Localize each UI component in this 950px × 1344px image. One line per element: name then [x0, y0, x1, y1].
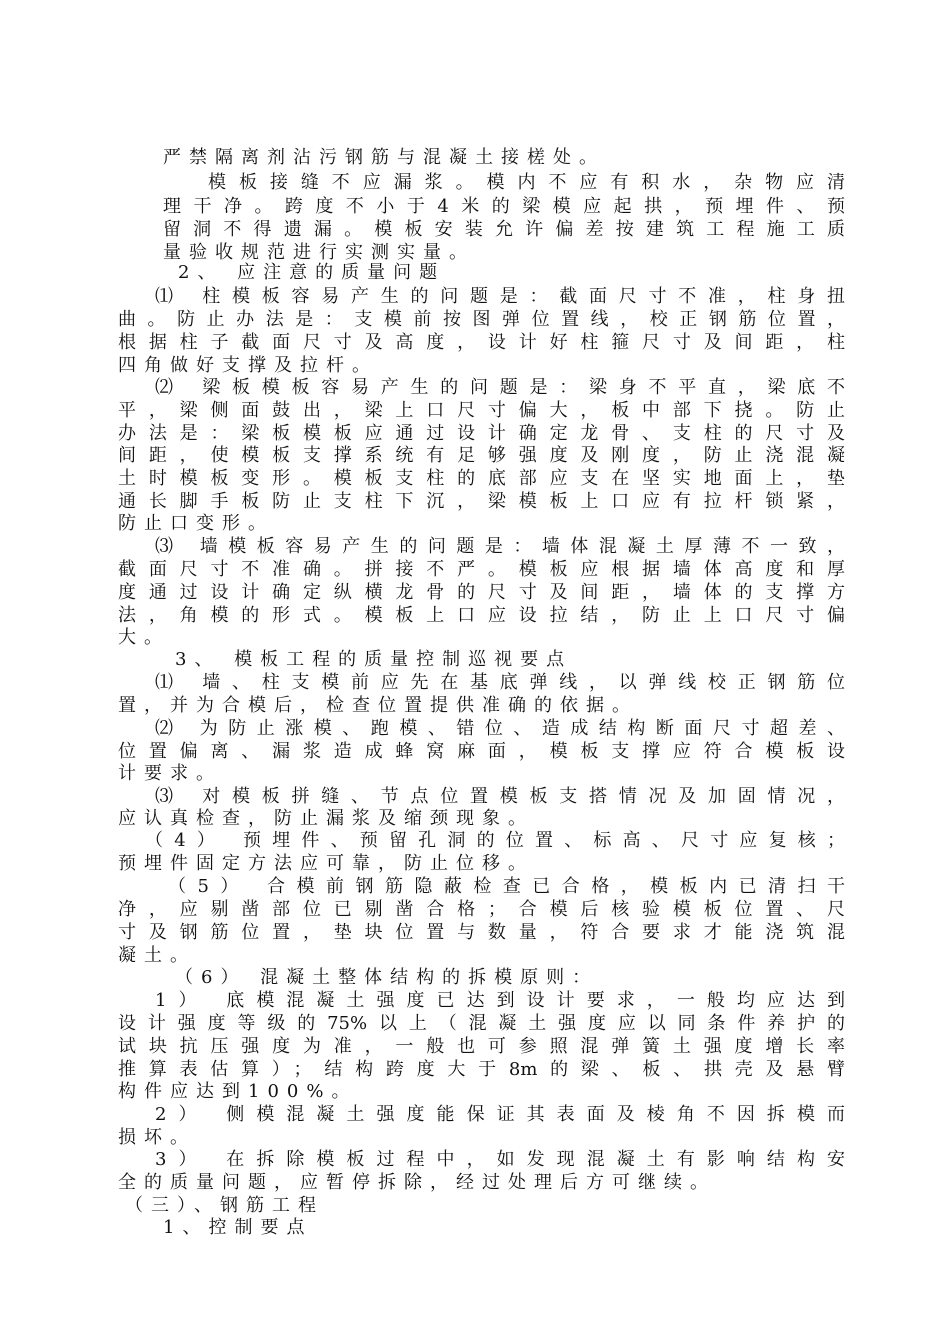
- text-line: 法，角模的形式。模板上口应设拉结，防止上口尺寸偏: [118, 605, 845, 626]
- text-line: 全的质量问题，应暂停拆除，经过处理后方可继续。: [118, 1172, 716, 1193]
- text-line: ⑴ 柱模板容易产生的问题是：截面尺寸不准，柱身扭: [155, 286, 845, 307]
- section-heading: 3、 模板工程的质量控制巡视要点: [175, 649, 573, 670]
- text-line: 根据柱子截面尺寸及高度，设计好柱箍尺寸及间距，柱: [118, 332, 845, 353]
- text-line: 曲。防止办法是：支模前按图弹位置线，校正钢筋位置，: [118, 309, 845, 330]
- text-line: 应认真检查，防止漏浆及缩颈现象。: [118, 808, 534, 829]
- text-line: 模板接缝不应漏浆。模内不应有积水，杂物应清: [208, 172, 845, 193]
- text-line: 理干净。跨度不小于4米的梁模应起拱，预埋件、预: [163, 196, 845, 217]
- text-line: 损坏。: [118, 1127, 196, 1148]
- text-line: 通长脚手板防止支柱下沉，梁模板上口应有拉杆锁紧，: [118, 491, 845, 512]
- text-line: 量验收规范进行实测实量。: [163, 242, 475, 263]
- text-line: 寸及钢筋位置，垫块位置与数量，符合要求才能浇筑混: [118, 922, 845, 943]
- text-line: 推算表估算）；结构跨度大于8m的梁、板、拱壳及悬臂: [118, 1059, 845, 1080]
- text-line: 构件应达到100%。: [118, 1081, 358, 1102]
- text-line: （4） 预埋件、预留孔洞的位置、标高、尺寸应复核；: [145, 830, 845, 851]
- text-line: 平，梁侧面鼓出，梁上口尺寸偏大，板中部下挠。防止: [118, 400, 845, 421]
- section-heading: （6） 混凝土整体结构的拆模原则：: [175, 967, 599, 988]
- text-line: 2） 侧模混凝土强度能保证其表面及棱角不因拆模而: [155, 1104, 845, 1125]
- text-line: 试块抗压强度为准，一般也可参照混弹簧土强度增长率: [118, 1036, 845, 1057]
- text-line: 间距，使模板支撑系统有足够强度及刚度，防止浇混凝: [118, 445, 845, 466]
- text-line: 计要求。: [118, 763, 222, 784]
- text-line: ⑵ 梁板模板容易产生的问题是：梁身不平直，梁底不: [155, 377, 845, 398]
- text-line: ⑵ 为防止涨模、跑模、错位、造成结构断面尺寸超差、: [155, 718, 845, 739]
- text-line: ⑶ 对模板拼缝、节点位置模板支搭情况及加固情况，: [155, 786, 845, 807]
- text-line: ⑶ 墙模板容易产生的问题是：墙体混凝土厚薄不一致，: [155, 536, 845, 557]
- text-line: 办法是：梁板模板应通过设计确定龙骨、支柱的尺寸及: [118, 423, 845, 444]
- text-line: 3） 在拆除模板过程中，如发现混凝土有影响结构安: [155, 1149, 845, 1170]
- text-line: 预埋件固定方法应可靠，防止位移。: [118, 853, 534, 874]
- text-line: 度通过设计确定纵横龙骨的尺寸及间距，墙体的支撑方: [118, 582, 845, 603]
- text-line: 严禁隔离剂沾污钢筋与混凝土接槎处。: [163, 147, 605, 168]
- text-line: 大。: [118, 627, 170, 648]
- text-line: 1） 底模混凝土强度已达到设计要求，一般均应达到: [155, 990, 845, 1011]
- text-line: ⑴ 墙、柱支模前应先在基底弹线，以弹线校正钢筋位: [155, 672, 845, 693]
- text-line: 截面尺寸不准确。拼接不严。模板应根据墙体高度和厚: [118, 559, 845, 580]
- text-line: （5） 合模前钢筋隐蔽检查已合格，模板内已清扫干: [168, 876, 845, 897]
- section-heading: （三）、钢筋工程: [125, 1195, 324, 1216]
- section-heading: 2、 应注意的质量问题: [178, 262, 446, 283]
- text-line: 凝土。: [118, 945, 196, 966]
- text-line: 净，应剔凿部位已剔凿合格；合模后核验模板位置、尺: [118, 899, 845, 920]
- text-line: 设计强度等级的75%以上（混凝土强度应以同条件养护的: [118, 1013, 845, 1034]
- section-heading: 1、控制要点: [163, 1217, 313, 1238]
- text-line: 位置偏离、漏浆造成蜂窝麻面，模板支撑应符合模板设: [118, 741, 845, 762]
- text-line: 四角做好支撑及拉杆。: [118, 355, 378, 376]
- text-line: 留洞不得遗漏。模板安装允许偏差按建筑工程施工质: [163, 219, 845, 240]
- text-line: 置，并为合模后，检查位置提供准确的依据。: [118, 695, 638, 716]
- text-line: 防止口变形。: [118, 513, 274, 534]
- text-line: 土时模板变形。模板支柱的底部应支在坚实地面上，垫: [118, 468, 845, 489]
